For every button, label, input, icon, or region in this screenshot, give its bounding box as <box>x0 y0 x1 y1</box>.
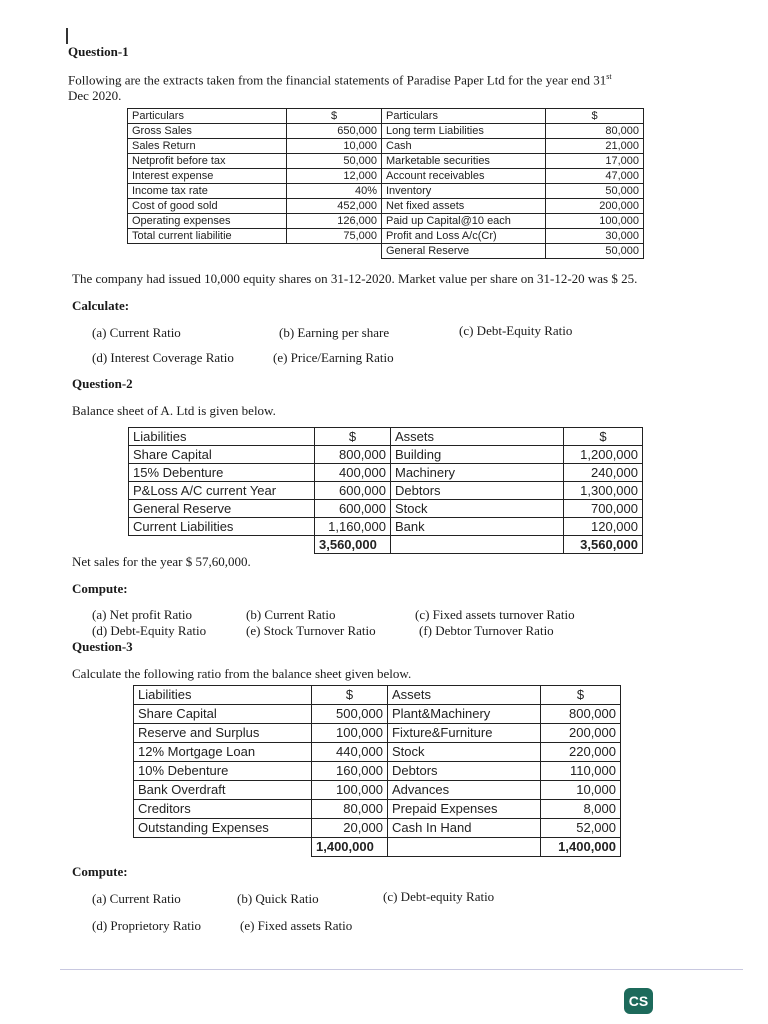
table-cell: 10,000 <box>541 781 621 800</box>
q2-item-f: (f) Debtor Turnover Ratio <box>419 623 554 638</box>
table-cell: 220,000 <box>541 743 621 762</box>
table-cell: 10,000 <box>287 139 382 154</box>
table-cell: Marketable securities <box>382 154 546 169</box>
table-cell: 100,000 <box>546 214 644 229</box>
table-row <box>134 800 621 819</box>
table-cell: Bank Overdraft <box>134 781 312 800</box>
table-cell: 600,000 <box>315 500 391 518</box>
table-cell: Outstanding Expenses <box>134 819 312 838</box>
table-cell: Share Capital <box>129 446 315 464</box>
table-cell: 800,000 <box>315 446 391 464</box>
q1-item-b: (b) Earning per share <box>279 325 390 340</box>
table-cell <box>134 838 312 857</box>
table-cell: Income tax rate <box>128 184 287 199</box>
table-cell: 8,000 <box>541 800 621 819</box>
table-cell: Cost of good sold <box>128 199 287 214</box>
table-row <box>129 518 643 536</box>
q1-intro-sup: st <box>606 72 612 81</box>
table-cell: Operating expenses <box>128 214 287 229</box>
table-cell: 17,000 <box>546 154 644 169</box>
camscanner-logo: CS <box>624 988 653 1014</box>
table-total-row <box>129 536 643 554</box>
table-cell: 120,000 <box>564 518 643 536</box>
table-cell: Fixture&Furniture <box>388 724 541 743</box>
table-header-cell: Liabilities <box>134 686 312 705</box>
table-cell: Reserve and Surplus <box>134 724 312 743</box>
table-cell: 440,000 <box>312 743 388 762</box>
q1-calculate-label: Calculate: <box>72 298 130 313</box>
table-cell <box>129 536 315 554</box>
total-assets: 1,400,000 <box>541 838 621 857</box>
q3-item-d: (d) Proprietory Ratio <box>92 918 202 933</box>
table-cell <box>128 244 287 259</box>
q3-item-a: (a) Current Ratio <box>92 891 181 906</box>
table-header-cell: $ <box>312 686 388 705</box>
q1-intro <box>68 72 758 88</box>
q1-note: The company had issued 10,000 equity shares on 31-12-2020. Market value per share on 31-12-20 was $ 25. <box>72 271 638 286</box>
table-cell: Creditors <box>134 800 312 819</box>
table-cell: 200,000 <box>541 724 621 743</box>
table-cell: Advances <box>388 781 541 800</box>
table-row <box>129 500 643 518</box>
table-cell: 240,000 <box>564 464 643 482</box>
q3-compute-label: Compute: <box>72 864 128 879</box>
table-cell: 1,300,000 <box>564 482 643 500</box>
table-cell: 52,000 <box>541 819 621 838</box>
table-cell: Netprofit before tax <box>128 154 287 169</box>
q2-item-a: (a) Net profit Ratio <box>92 607 192 622</box>
q2-item-d: (d) Debt-Equity Ratio <box>92 623 207 638</box>
table-cell: Cash In Hand <box>388 819 541 838</box>
table-cell: 47,000 <box>546 169 644 184</box>
table-header-cell: $ <box>546 109 644 124</box>
q1-item-a: (a) Current Ratio <box>92 325 181 340</box>
table-cell: 160,000 <box>312 762 388 781</box>
table-cell: 600,000 <box>315 482 391 500</box>
table-row <box>134 819 621 838</box>
q1-item-d: (d) Interest Coverage Ratio <box>92 350 234 365</box>
table-cell: 400,000 <box>315 464 391 482</box>
table-cell: Building <box>391 446 564 464</box>
table-cell: 110,000 <box>541 762 621 781</box>
table-header-cell: Assets <box>388 686 541 705</box>
table-row <box>134 743 621 762</box>
page-divider <box>60 969 743 970</box>
total-assets: 3,560,000 <box>564 536 643 554</box>
table-cell: 650,000 <box>287 124 382 139</box>
table-cell: Net fixed assets <box>382 199 546 214</box>
table-cell: Stock <box>391 500 564 518</box>
table-row <box>128 229 644 244</box>
table-cell: 452,000 <box>287 199 382 214</box>
table-cell: 10% Debenture <box>134 762 312 781</box>
table-cell: 500,000 <box>312 705 388 724</box>
table-row <box>128 199 644 214</box>
table-row <box>128 214 644 229</box>
q1-title: Question-1 <box>68 44 129 59</box>
table-cell: 200,000 <box>546 199 644 214</box>
table-cell <box>388 838 541 857</box>
table-header-row <box>128 109 644 124</box>
scan-mark <box>66 28 68 44</box>
q2-item-c: (c) Fixed assets turnover Ratio <box>415 607 575 622</box>
table-cell: 700,000 <box>564 500 643 518</box>
table-cell: 1,160,000 <box>315 518 391 536</box>
table-row <box>129 482 643 500</box>
table-cell: 15% Debenture <box>129 464 315 482</box>
q2-table <box>128 427 643 554</box>
q3-intro: Calculate the following ratio from the balance sheet given below. <box>72 666 412 681</box>
q2-title: Question-2 <box>72 376 133 391</box>
table-cell: 80,000 <box>312 800 388 819</box>
table-row <box>128 244 644 259</box>
q1-item-c: (c) Debt-Equity Ratio <box>459 323 573 338</box>
table-row <box>129 464 643 482</box>
q1-item-e: (e) Price/Earning Ratio <box>273 350 394 365</box>
table-cell: Inventory <box>382 184 546 199</box>
table-row <box>128 124 644 139</box>
table-cell: 50,000 <box>287 154 382 169</box>
table-cell: Long term Liabilities <box>382 124 546 139</box>
table-cell: 12,000 <box>287 169 382 184</box>
table-cell: Profit and Loss A/c(Cr) <box>382 229 546 244</box>
table-header-cell: $ <box>564 428 643 446</box>
q3-title: Question-3 <box>72 639 133 654</box>
table-header-cell: Particulars <box>128 109 287 124</box>
table-cell: Debtors <box>388 762 541 781</box>
table-cell: Account receivables <box>382 169 546 184</box>
table-cell: 30,000 <box>546 229 644 244</box>
table-cell: Stock <box>388 743 541 762</box>
table-header-row <box>134 686 621 705</box>
total-liabilities: 1,400,000 <box>312 838 388 857</box>
table-cell: General Reserve <box>129 500 315 518</box>
table-row <box>134 705 621 724</box>
q2-item-b: (b) Current Ratio <box>246 607 336 622</box>
table-row <box>128 154 644 169</box>
table-cell: Gross Sales <box>128 124 287 139</box>
q3-item-e: (e) Fixed assets Ratio <box>240 918 353 933</box>
table-cell: 75,000 <box>287 229 382 244</box>
table-cell: 800,000 <box>541 705 621 724</box>
table-cell: Prepaid Expenses <box>388 800 541 819</box>
table-cell: Sales Return <box>128 139 287 154</box>
table-row <box>128 184 644 199</box>
table-header-cell: $ <box>541 686 621 705</box>
q2-compute-label: Compute: <box>72 581 128 596</box>
table-cell: 20,000 <box>312 819 388 838</box>
q1-intro-text: Following are the extracts taken from the financial statements of Paradise Paper Ltd for the year end 31 <box>68 72 607 88</box>
table-total-row <box>134 838 621 857</box>
q1-intro-line2: Dec 2020. <box>68 88 122 103</box>
table-cell: Share Capital <box>134 705 312 724</box>
table-row <box>129 446 643 464</box>
table-cell: Plant&Machinery <box>388 705 541 724</box>
table-cell: 50,000 <box>546 184 644 199</box>
table-cell: Debtors <box>391 482 564 500</box>
q3-item-b: (b) Quick Ratio <box>237 891 319 906</box>
table-cell: 21,000 <box>546 139 644 154</box>
q2-intro: Balance sheet of A. Ltd is given below. <box>72 403 276 418</box>
table-cell: 40% <box>287 184 382 199</box>
table-header-cell: $ <box>287 109 382 124</box>
table-cell: 50,000 <box>546 244 644 259</box>
table-cell: 100,000 <box>312 781 388 800</box>
table-cell <box>391 536 564 554</box>
table-cell <box>287 244 382 259</box>
table-row <box>134 724 621 743</box>
table-cell: 12% Mortgage Loan <box>134 743 312 762</box>
table-header-cell: $ <box>315 428 391 446</box>
table-cell: Total current liabilitie <box>128 229 287 244</box>
total-liabilities: 3,560,000 <box>315 536 391 554</box>
table-header-row <box>129 428 643 446</box>
table-cell: 1,200,000 <box>564 446 643 464</box>
q2-note: Net sales for the year $ 57,60,000. <box>72 554 251 569</box>
table-cell: General Reserve <box>382 244 546 259</box>
table-cell: Paid up Capital@10 each <box>382 214 546 229</box>
table-cell: Interest expense <box>128 169 287 184</box>
table-row <box>128 139 644 154</box>
table-cell: Machinery <box>391 464 564 482</box>
q2-item-e: (e) Stock Turnover Ratio <box>246 623 376 638</box>
table-row <box>128 169 644 184</box>
table-row <box>134 781 621 800</box>
table-cell: 80,000 <box>546 124 644 139</box>
q1-table <box>127 108 644 259</box>
table-cell: Current Liabilities <box>129 518 315 536</box>
table-cell: P&Loss A/C current Year <box>129 482 315 500</box>
q3-item-c: (c) Debt-equity Ratio <box>383 889 495 904</box>
table-header-cell: Liabilities <box>129 428 315 446</box>
table-cell: 126,000 <box>287 214 382 229</box>
table-header-cell: Particulars <box>382 109 546 124</box>
q3-table <box>133 685 621 857</box>
table-cell: Bank <box>391 518 564 536</box>
table-row <box>134 762 621 781</box>
table-header-cell: Assets <box>391 428 564 446</box>
table-cell: Cash <box>382 139 546 154</box>
table-cell: 100,000 <box>312 724 388 743</box>
